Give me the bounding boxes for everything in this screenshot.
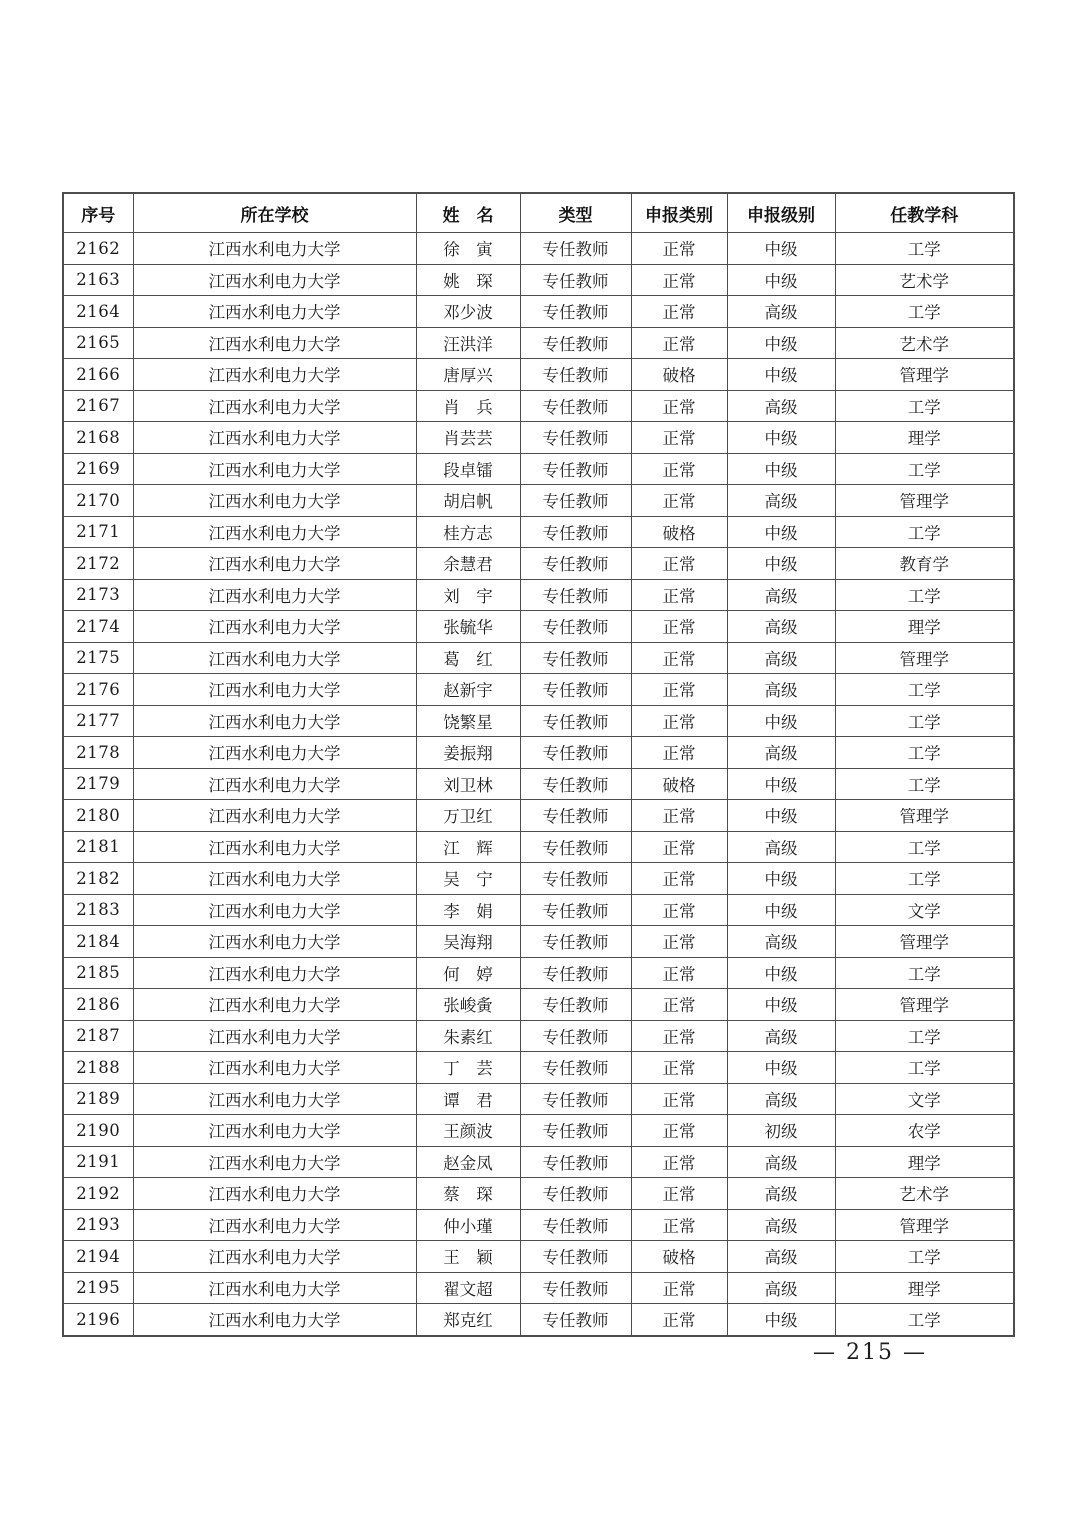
table-cell: 2179 — [63, 768, 133, 800]
table-cell: 专任教师 — [520, 1304, 631, 1336]
column-header: 申报类别 — [631, 193, 727, 233]
table-cell: 专任教师 — [520, 1020, 631, 1052]
table-cell: 何 婷 — [416, 957, 520, 989]
table-cell: 高级 — [727, 1178, 835, 1210]
table-cell: 赵金凤 — [416, 1146, 520, 1178]
table-cell: 专任教师 — [520, 1241, 631, 1273]
table-cell: 2173 — [63, 579, 133, 611]
table-cell: 江西水利电力大学 — [133, 1083, 416, 1115]
table-cell: 中级 — [727, 548, 835, 580]
table-cell: 正常 — [631, 327, 727, 359]
table-cell: 破格 — [631, 516, 727, 548]
table-cell: 管理学 — [835, 359, 1014, 391]
table-cell: 工学 — [835, 296, 1014, 328]
table-cell: 2172 — [63, 548, 133, 580]
table-cell: 专任教师 — [520, 264, 631, 296]
table-cell: 赵新宇 — [416, 674, 520, 706]
column-header: 任教学科 — [835, 193, 1014, 233]
table-cell: 余慧君 — [416, 548, 520, 580]
table-cell: 高级 — [727, 831, 835, 863]
table-cell: 专任教师 — [520, 327, 631, 359]
table-cell: 江西水利电力大学 — [133, 894, 416, 926]
table-cell: 江西水利电力大学 — [133, 548, 416, 580]
table-cell: 2195 — [63, 1272, 133, 1304]
table-cell: 朱素红 — [416, 1020, 520, 1052]
table-cell: 工学 — [835, 1020, 1014, 1052]
table-cell: 2170 — [63, 485, 133, 517]
table-cell: 专任教师 — [520, 1146, 631, 1178]
table-cell: 破格 — [631, 359, 727, 391]
table-cell: 2176 — [63, 674, 133, 706]
table-row — [63, 989, 1014, 1021]
table-cell: 专任教师 — [520, 926, 631, 958]
table-row — [63, 327, 1014, 359]
table-cell: 汪洪洋 — [416, 327, 520, 359]
table-cell: 正常 — [631, 1083, 727, 1115]
table-row — [63, 1052, 1014, 1084]
column-header: 序号 — [63, 193, 133, 233]
table-row — [63, 579, 1014, 611]
table-cell: 正常 — [631, 926, 727, 958]
table-cell: 工学 — [835, 390, 1014, 422]
table-row — [63, 1083, 1014, 1115]
table-cell: 专任教师 — [520, 516, 631, 548]
table-cell: 2188 — [63, 1052, 133, 1084]
table-cell: 管理学 — [835, 989, 1014, 1021]
table-cell: 2180 — [63, 800, 133, 832]
table-cell: 2189 — [63, 1083, 133, 1115]
table-cell: 江西水利电力大学 — [133, 327, 416, 359]
table-cell: 2163 — [63, 264, 133, 296]
table-cell: 工学 — [835, 768, 1014, 800]
table-cell: 唐厚兴 — [416, 359, 520, 391]
table-cell: 江西水利电力大学 — [133, 1146, 416, 1178]
table-cell: 谭 君 — [416, 1083, 520, 1115]
table-cell: 正常 — [631, 1020, 727, 1052]
table-cell: 专任教师 — [520, 863, 631, 895]
table-cell: 高级 — [727, 1083, 835, 1115]
table-row — [63, 894, 1014, 926]
table-cell: 高级 — [727, 926, 835, 958]
table-row — [63, 1241, 1014, 1273]
table-cell: 江西水利电力大学 — [133, 485, 416, 517]
table-cell: 高级 — [727, 1146, 835, 1178]
table-cell: 正常 — [631, 579, 727, 611]
table-cell: 高级 — [727, 390, 835, 422]
table-cell: 姜振翔 — [416, 737, 520, 769]
table-cell: 工学 — [835, 1052, 1014, 1084]
table-cell: 江西水利电力大学 — [133, 1115, 416, 1147]
table-cell: 专任教师 — [520, 800, 631, 832]
table-cell: 江西水利电力大学 — [133, 390, 416, 422]
table-row — [63, 516, 1014, 548]
table-cell: 刘卫林 — [416, 768, 520, 800]
table-cell: 正常 — [631, 800, 727, 832]
table-cell: 破格 — [631, 768, 727, 800]
table-cell: 工学 — [835, 674, 1014, 706]
table-cell: 江西水利电力大学 — [133, 737, 416, 769]
table-cell: 正常 — [631, 264, 727, 296]
table-row — [63, 1146, 1014, 1178]
table-row — [63, 831, 1014, 863]
table-cell: 工学 — [835, 737, 1014, 769]
table-row — [63, 737, 1014, 769]
table-header-row — [63, 193, 1014, 233]
table-cell: 2181 — [63, 831, 133, 863]
table-cell: 江西水利电力大学 — [133, 831, 416, 863]
table-cell: 理学 — [835, 422, 1014, 454]
table-cell: 高级 — [727, 642, 835, 674]
table-body — [63, 233, 1014, 1336]
table-cell: 丁 芸 — [416, 1052, 520, 1084]
table-cell: 2162 — [63, 233, 133, 265]
table-cell: 肖 兵 — [416, 390, 520, 422]
table-cell: 江西水利电力大学 — [133, 642, 416, 674]
table-cell: 李 娟 — [416, 894, 520, 926]
table-cell: 专任教师 — [520, 768, 631, 800]
table-cell: 正常 — [631, 1115, 727, 1147]
table-row — [63, 1209, 1014, 1241]
table-cell: 高级 — [727, 1241, 835, 1273]
table-cell: 江西水利电力大学 — [133, 1304, 416, 1336]
table-cell: 理学 — [835, 1272, 1014, 1304]
table-cell: 正常 — [631, 548, 727, 580]
table-cell: 工学 — [835, 863, 1014, 895]
table-cell: 正常 — [631, 642, 727, 674]
table-cell: 正常 — [631, 485, 727, 517]
table-cell: 2185 — [63, 957, 133, 989]
table-cell: 2182 — [63, 863, 133, 895]
table-cell: 艺术学 — [835, 264, 1014, 296]
table-cell: 专任教师 — [520, 579, 631, 611]
table-row — [63, 1272, 1014, 1304]
table-row — [63, 264, 1014, 296]
table-row — [63, 485, 1014, 517]
table-cell: 高级 — [727, 296, 835, 328]
table-cell: 正常 — [631, 1304, 727, 1336]
table-cell: 江西水利电力大学 — [133, 453, 416, 485]
table-cell: 专任教师 — [520, 548, 631, 580]
table-cell: 姚 琛 — [416, 264, 520, 296]
table-cell: 正常 — [631, 233, 727, 265]
table-row — [63, 800, 1014, 832]
table-cell: 专任教师 — [520, 1272, 631, 1304]
table-cell: 文学 — [835, 894, 1014, 926]
table-cell: 江西水利电力大学 — [133, 233, 416, 265]
column-header: 申报级别 — [727, 193, 835, 233]
table-row — [63, 390, 1014, 422]
table-cell: 理学 — [835, 611, 1014, 643]
table-cell: 2168 — [63, 422, 133, 454]
page-number: — 215 — — [813, 1340, 927, 1365]
table-cell: 专任教师 — [520, 831, 631, 863]
table-cell: 正常 — [631, 674, 727, 706]
table-cell: 中级 — [727, 327, 835, 359]
table-cell: 专任教师 — [520, 390, 631, 422]
table-cell: 江 辉 — [416, 831, 520, 863]
table-cell: 专任教师 — [520, 1209, 631, 1241]
table-cell: 中级 — [727, 894, 835, 926]
table-cell: 专任教师 — [520, 1083, 631, 1115]
table-cell: 江西水利电力大学 — [133, 800, 416, 832]
table-cell: 江西水利电力大学 — [133, 611, 416, 643]
table-cell: 2196 — [63, 1304, 133, 1336]
table-row — [63, 1020, 1014, 1052]
table-cell: 农学 — [835, 1115, 1014, 1147]
table-cell: 2178 — [63, 737, 133, 769]
table-cell: 2169 — [63, 453, 133, 485]
table-cell: 江西水利电力大学 — [133, 1178, 416, 1210]
table-cell: 正常 — [631, 422, 727, 454]
table-cell: 教育学 — [835, 548, 1014, 580]
table-cell: 高级 — [727, 674, 835, 706]
table-cell: 管理学 — [835, 1209, 1014, 1241]
table-cell: 江西水利电力大学 — [133, 1241, 416, 1273]
table-cell: 2190 — [63, 1115, 133, 1147]
table-row — [63, 926, 1014, 958]
table-cell: 2171 — [63, 516, 133, 548]
table-cell: 专任教师 — [520, 422, 631, 454]
table-cell: 江西水利电力大学 — [133, 579, 416, 611]
table-cell: 中级 — [727, 422, 835, 454]
table-cell: 正常 — [631, 453, 727, 485]
table-cell: 2192 — [63, 1178, 133, 1210]
table-cell: 高级 — [727, 1209, 835, 1241]
table-cell: 专任教师 — [520, 233, 631, 265]
table-cell: 2186 — [63, 989, 133, 1021]
table-cell: 专任教师 — [520, 737, 631, 769]
table-cell: 郑克红 — [416, 1304, 520, 1336]
table-cell: 刘 宇 — [416, 579, 520, 611]
table-cell: 正常 — [631, 1146, 727, 1178]
table-cell: 2183 — [63, 894, 133, 926]
table-cell: 中级 — [727, 264, 835, 296]
table-cell: 专任教师 — [520, 1178, 631, 1210]
table-cell: 专任教师 — [520, 359, 631, 391]
table-cell: 葛 红 — [416, 642, 520, 674]
table-cell: 专任教师 — [520, 296, 631, 328]
table-cell: 管理学 — [835, 642, 1014, 674]
table-cell: 2194 — [63, 1241, 133, 1273]
table-cell: 胡启帆 — [416, 485, 520, 517]
table-cell: 正常 — [631, 611, 727, 643]
table-cell: 江西水利电力大学 — [133, 674, 416, 706]
table-cell: 正常 — [631, 831, 727, 863]
table-cell: 管理学 — [835, 800, 1014, 832]
table-cell: 艺术学 — [835, 327, 1014, 359]
table-cell: 专任教师 — [520, 453, 631, 485]
table-cell: 江西水利电力大学 — [133, 863, 416, 895]
table-cell: 吴 宁 — [416, 863, 520, 895]
table-row — [63, 359, 1014, 391]
table-cell: 管理学 — [835, 926, 1014, 958]
table-cell: 高级 — [727, 485, 835, 517]
table-row — [63, 957, 1014, 989]
table-cell: 工学 — [835, 705, 1014, 737]
table-cell: 翟文超 — [416, 1272, 520, 1304]
table-cell: 中级 — [727, 800, 835, 832]
column-header: 姓 名 — [416, 193, 520, 233]
table-cell: 王 颖 — [416, 1241, 520, 1273]
table-cell: 高级 — [727, 1272, 835, 1304]
table-cell: 江西水利电力大学 — [133, 296, 416, 328]
table-cell: 中级 — [727, 768, 835, 800]
table-cell: 理学 — [835, 1146, 1014, 1178]
table-cell: 工学 — [835, 957, 1014, 989]
table-row — [63, 863, 1014, 895]
table-cell: 肖芸芸 — [416, 422, 520, 454]
table-cell: 正常 — [631, 989, 727, 1021]
table-cell: 正常 — [631, 705, 727, 737]
column-header: 所在学校 — [133, 193, 416, 233]
table-cell: 中级 — [727, 957, 835, 989]
table-cell: 2165 — [63, 327, 133, 359]
table-cell: 江西水利电力大学 — [133, 1052, 416, 1084]
table-row — [63, 296, 1014, 328]
table-row — [63, 1304, 1014, 1336]
table-cell: 正常 — [631, 1209, 727, 1241]
table-cell: 江西水利电力大学 — [133, 516, 416, 548]
table-row — [63, 705, 1014, 737]
table-cell: 工学 — [835, 831, 1014, 863]
table-cell: 中级 — [727, 516, 835, 548]
table-cell: 仲小瑾 — [416, 1209, 520, 1241]
table-cell: 专任教师 — [520, 1052, 631, 1084]
table-cell: 专任教师 — [520, 957, 631, 989]
table-cell: 工学 — [835, 516, 1014, 548]
table-cell: 工学 — [835, 579, 1014, 611]
table-cell: 专任教师 — [520, 642, 631, 674]
table-cell: 2166 — [63, 359, 133, 391]
table-cell: 张峻夤 — [416, 989, 520, 1021]
table-cell: 工学 — [835, 233, 1014, 265]
table-cell: 专任教师 — [520, 705, 631, 737]
table-cell: 2167 — [63, 390, 133, 422]
table-row — [63, 548, 1014, 580]
table-row — [63, 1178, 1014, 1210]
table-cell: 江西水利电力大学 — [133, 359, 416, 391]
table-cell: 2177 — [63, 705, 133, 737]
table-cell: 江西水利电力大学 — [133, 264, 416, 296]
table-row — [63, 422, 1014, 454]
table-cell: 正常 — [631, 957, 727, 989]
table-cell: 徐 寅 — [416, 233, 520, 265]
table-cell: 正常 — [631, 737, 727, 769]
table-cell: 饶繁星 — [416, 705, 520, 737]
table-cell: 张毓华 — [416, 611, 520, 643]
table-cell: 2191 — [63, 1146, 133, 1178]
table-cell: 初级 — [727, 1115, 835, 1147]
table-cell: 高级 — [727, 611, 835, 643]
table-cell: 王颜波 — [416, 1115, 520, 1147]
table-row — [63, 674, 1014, 706]
table-cell: 2193 — [63, 1209, 133, 1241]
table-cell: 专任教师 — [520, 674, 631, 706]
table-row — [63, 611, 1014, 643]
table-cell: 高级 — [727, 1020, 835, 1052]
table-cell: 江西水利电力大学 — [133, 989, 416, 1021]
table-cell: 中级 — [727, 989, 835, 1021]
table-cell: 中级 — [727, 1052, 835, 1084]
table-cell: 中级 — [727, 705, 835, 737]
table-cell: 江西水利电力大学 — [133, 422, 416, 454]
table-row — [63, 233, 1014, 265]
table-cell: 江西水利电力大学 — [133, 768, 416, 800]
table-cell: 专任教师 — [520, 894, 631, 926]
table-row — [63, 1115, 1014, 1147]
table-cell: 江西水利电力大学 — [133, 1020, 416, 1052]
table-cell: 江西水利电力大学 — [133, 1272, 416, 1304]
table-cell: 中级 — [727, 1304, 835, 1336]
table-cell: 正常 — [631, 863, 727, 895]
table-cell: 2184 — [63, 926, 133, 958]
table-cell: 管理学 — [835, 485, 1014, 517]
table-cell: 桂方志 — [416, 516, 520, 548]
table-cell: 工学 — [835, 1304, 1014, 1336]
table-cell: 中级 — [727, 359, 835, 391]
table-cell: 专任教师 — [520, 485, 631, 517]
table-cell: 正常 — [631, 1052, 727, 1084]
table-cell: 文学 — [835, 1083, 1014, 1115]
table-cell: 邓少波 — [416, 296, 520, 328]
table-cell: 吴海翔 — [416, 926, 520, 958]
table-cell: 专任教师 — [520, 1115, 631, 1147]
table-cell: 破格 — [631, 1241, 727, 1273]
table-cell: 正常 — [631, 390, 727, 422]
table-cell: 蔡 琛 — [416, 1178, 520, 1210]
table-row — [63, 642, 1014, 674]
table-cell: 艺术学 — [835, 1178, 1014, 1210]
table-cell: 高级 — [727, 737, 835, 769]
table-cell: 段卓镭 — [416, 453, 520, 485]
table-cell: 正常 — [631, 1178, 727, 1210]
column-header: 类型 — [520, 193, 631, 233]
table-cell: 江西水利电力大学 — [133, 926, 416, 958]
table-cell: 江西水利电力大学 — [133, 957, 416, 989]
table-cell: 正常 — [631, 1272, 727, 1304]
table-cell: 中级 — [727, 453, 835, 485]
table-cell: 正常 — [631, 296, 727, 328]
table-cell: 中级 — [727, 233, 835, 265]
table-cell: 2174 — [63, 611, 133, 643]
table-row — [63, 453, 1014, 485]
table-cell: 2164 — [63, 296, 133, 328]
table-cell: 工学 — [835, 453, 1014, 485]
table-cell: 江西水利电力大学 — [133, 1209, 416, 1241]
table-cell: 中级 — [727, 863, 835, 895]
table-row — [63, 768, 1014, 800]
table-cell: 2187 — [63, 1020, 133, 1052]
table-cell: 专任教师 — [520, 989, 631, 1021]
table-cell: 工学 — [835, 1241, 1014, 1273]
table-cell: 专任教师 — [520, 611, 631, 643]
table-cell: 正常 — [631, 894, 727, 926]
table-cell: 万卫红 — [416, 800, 520, 832]
table-cell: 江西水利电力大学 — [133, 705, 416, 737]
table-cell: 2175 — [63, 642, 133, 674]
table-cell: 高级 — [727, 579, 835, 611]
teacher-roster-table — [62, 192, 1015, 1337]
